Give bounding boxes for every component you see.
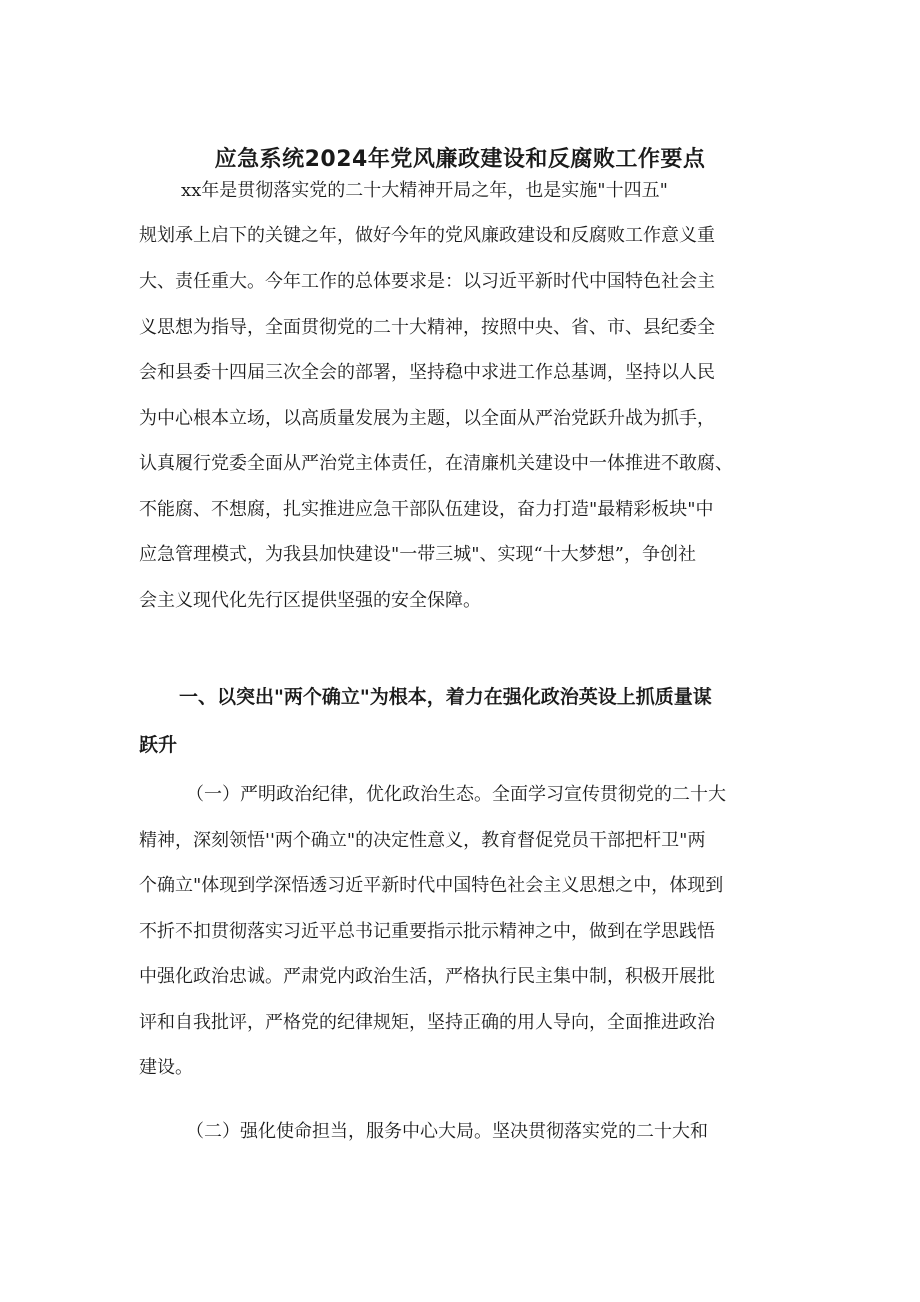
intro-line-2: 规划承上启下的关键之年，做好今年的党风廉政建设和反腐败工作意义重 xyxy=(139,225,715,246)
intro-line-9: 应急管理模式，为我县加快建设"一带三城"、实现“十大梦想”，争创社 xyxy=(139,544,696,565)
intro-line-1: xx年是贯彻落实党的二十大精神开局之年，也是实施"十四五" xyxy=(181,180,668,201)
item-2-line-1: （二）强化使命担当，服务中心大局。坚决贯彻落实党的二十大和 xyxy=(186,1121,708,1142)
document-title: 应急系统2024年党风廉政建设和反腐败工作要点 xyxy=(214,147,706,172)
section-1-heading-line-1: 一、以突出"两个确立"为根本，着力在强化政治英设上抓质量谋 xyxy=(179,686,712,708)
intro-line-4: 义思想为指导，全面贯彻党的二十大精神，按照中央、省、市、县纪委全 xyxy=(139,317,715,338)
intro-line-10: 会主义现代化先行区提供坚强的安全保障。 xyxy=(139,590,481,611)
item-1-line-5: 中强化政治忠诚。严肃党内政治生活，严格执行民主集中制，积极开展批 xyxy=(139,966,715,987)
intro-line-8: 不能腐、不想腐，扎实推进应急干部队伍建设，奋力打造"最精彩板块"中 xyxy=(139,499,714,520)
item-1-line-3: 个确立"体现到学深悟透习近平新时代中国特色社会主义思想之中，体现到 xyxy=(139,875,724,896)
intro-line-6: 为中心根本立场，以高质量发展为主题，以全面从严治党跃升战为抓手， xyxy=(139,408,715,429)
item-1-line-1: （一）严明政治纪律，优化政治生态。全面学习宣传贯彻党的二十大 xyxy=(186,784,726,805)
item-1-line-7: 建设。 xyxy=(139,1057,193,1078)
section-1-heading-line-2: 跃升 xyxy=(139,734,178,756)
item-1-line-4: 不折不扣贯彻落实习近平总书记重要指示批示精神之中，做到在学思践悟 xyxy=(139,921,715,942)
intro-line-5: 会和县委十四届三次全会的部署，坚持稳中求进工作总基调，坚持以人民 xyxy=(139,362,715,383)
item-1-line-6: 评和自我批评，严格党的纪律规矩，坚持正确的用人导向，全面推进政治 xyxy=(139,1012,715,1033)
item-1-line-2: 精神，深刻领悟''两个确立"的决定性意义，教育督促党员干部把杆卫"两 xyxy=(139,830,706,851)
intro-line-3: 大、责任重大。今年工作的总体要求是：以习近平新时代中国特色社会主 xyxy=(139,271,715,292)
intro-line-7: 认真履行党委全面从严治党主体责任，在清廉机关建设中一体推进不敢腐、 xyxy=(139,453,733,474)
